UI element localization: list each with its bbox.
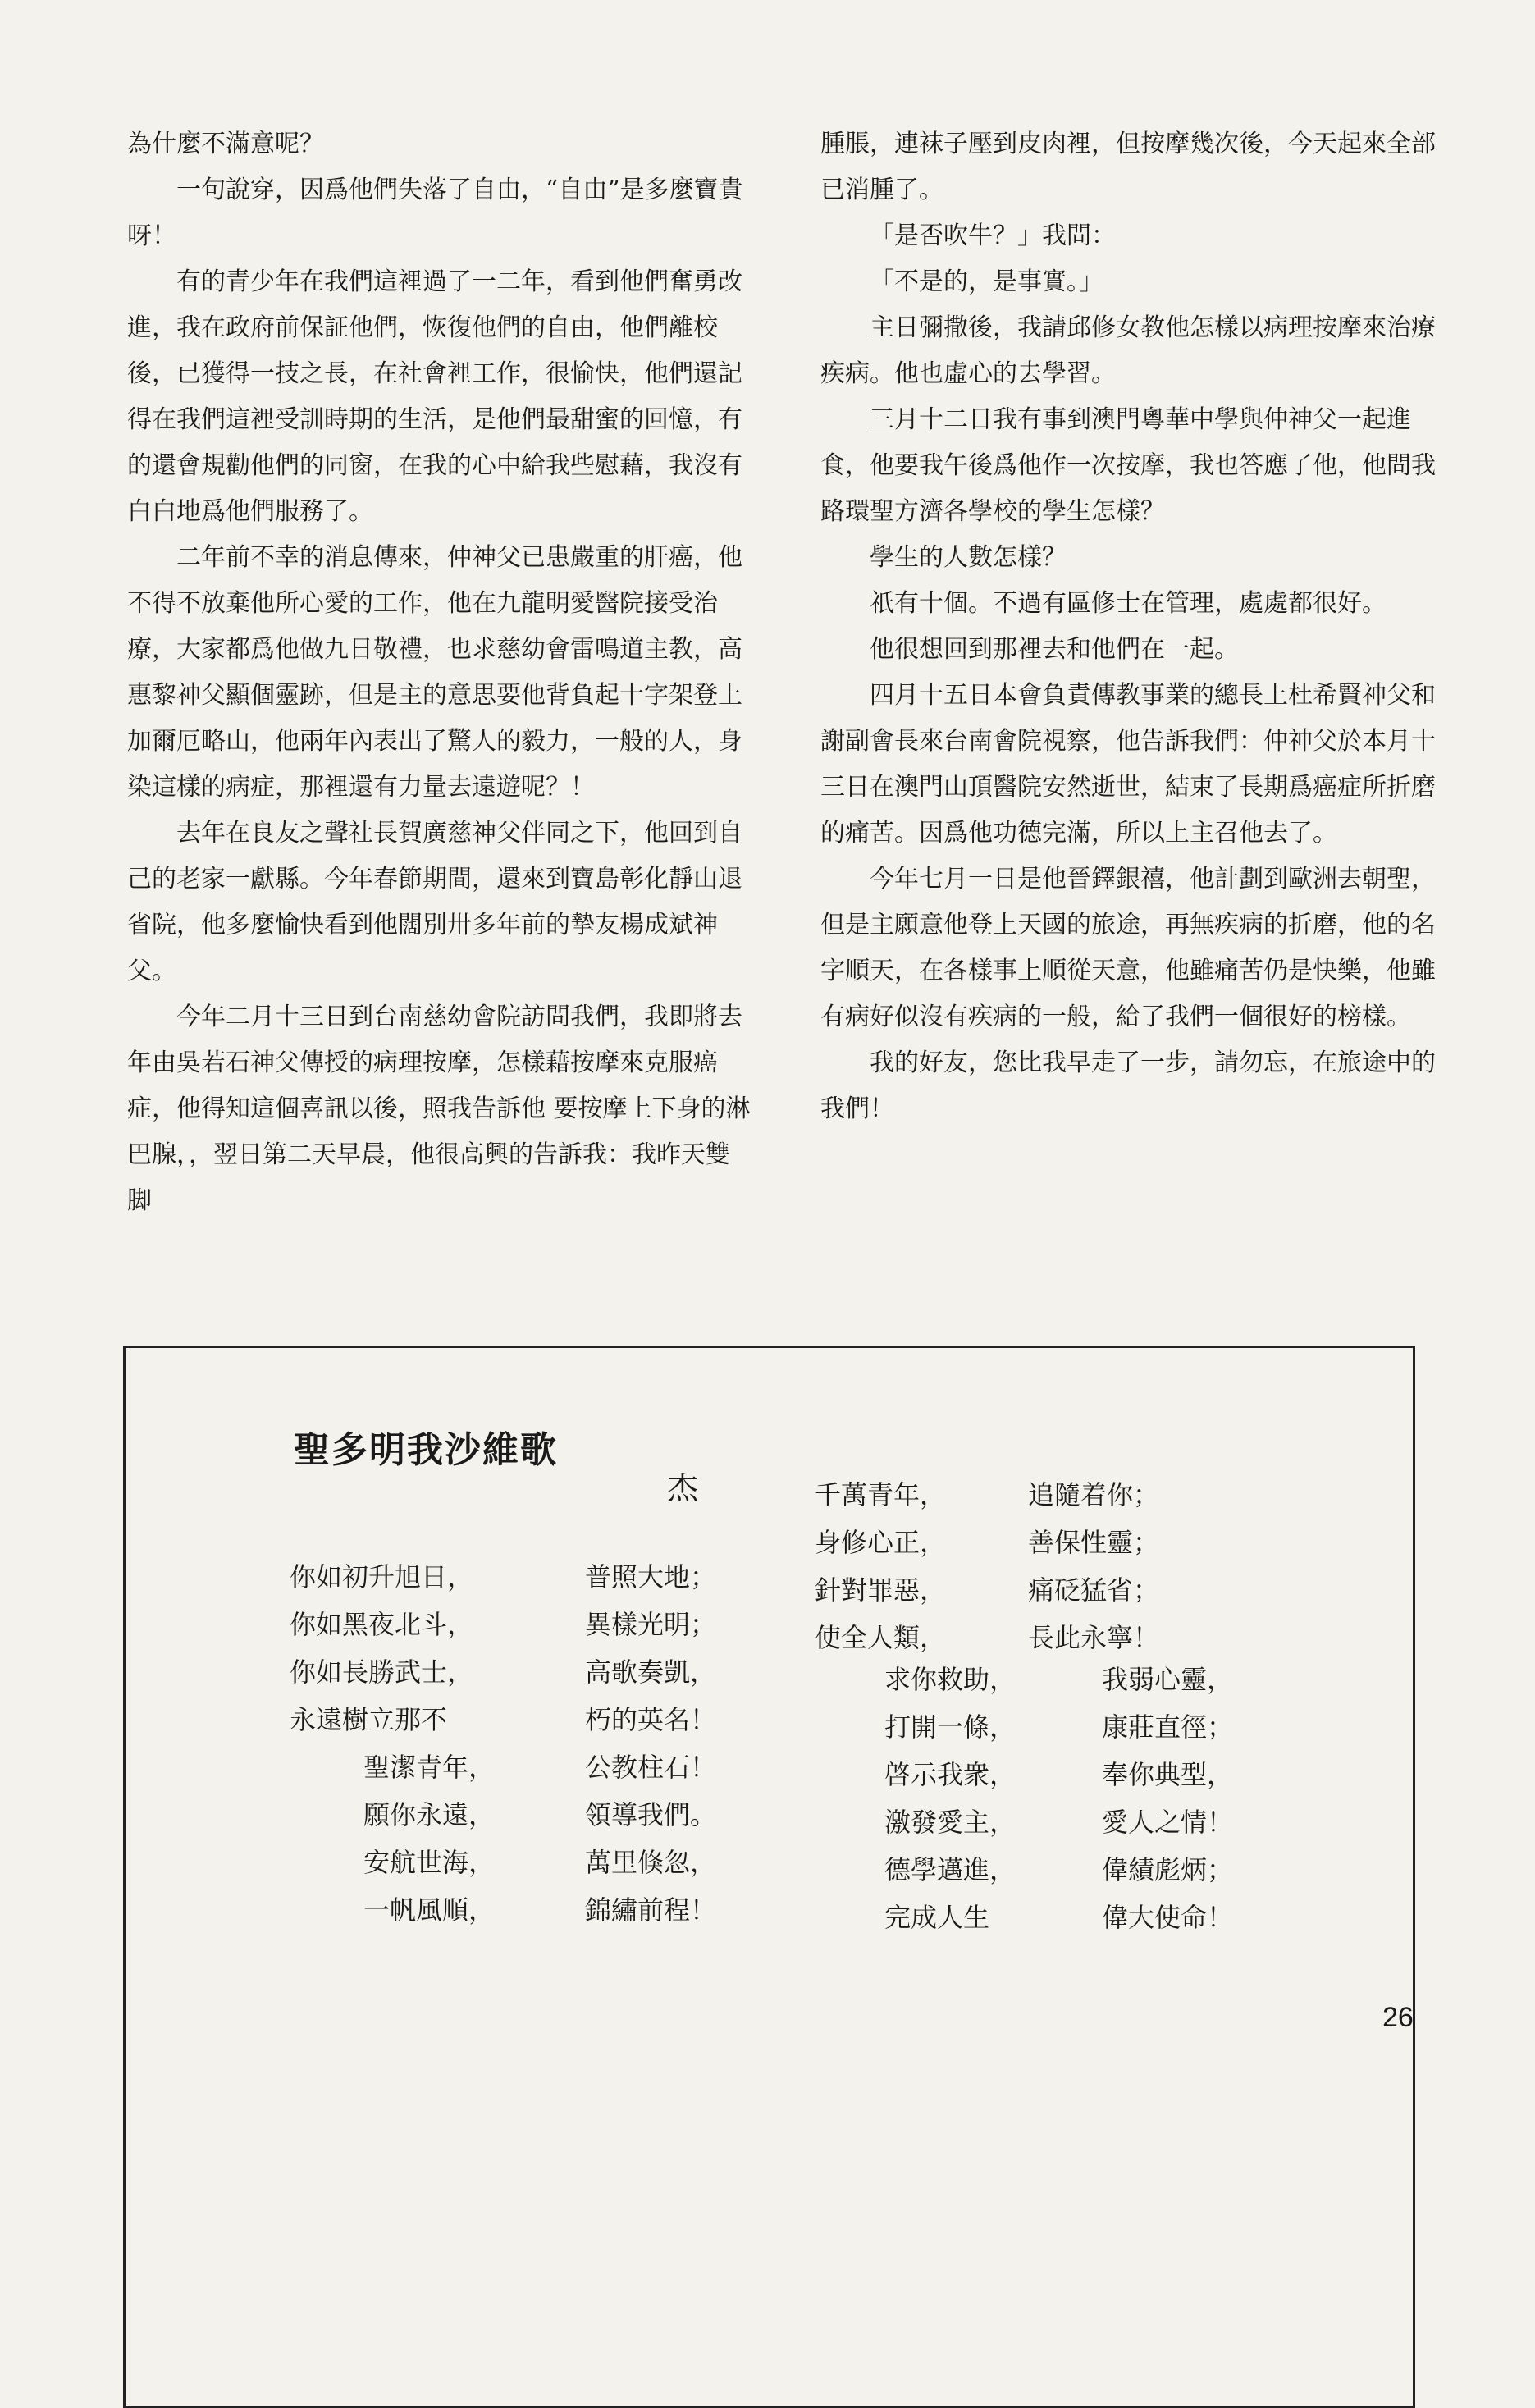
poem-line: 永遠樹立那不 朽的英名！ xyxy=(290,1704,717,1735)
poem-title: 聖多明我沙維歌 xyxy=(294,1429,558,1471)
poem-line: 安航世海， 萬里倏忽， xyxy=(363,1847,717,1878)
poem-stanza-4 xyxy=(884,1656,1233,1941)
paragraph: 祇有十個。不過有區修士在管理，處處都很好。 xyxy=(870,589,1387,618)
poem-line: 啓示我衆， 奉你典型， xyxy=(884,1759,1234,1790)
poem-line: 聖潔青年， 公教柱石！ xyxy=(363,1752,717,1783)
poem-stanza-3 xyxy=(815,1471,1159,1661)
poem-line: 激發愛主， 愛人之情！ xyxy=(884,1807,1234,1838)
paragraph: 為什麼不滿意呢？ xyxy=(127,130,324,158)
paragraph: 「是否吹牛？」我問： xyxy=(870,222,1116,250)
poem-author: 杰 xyxy=(667,1470,699,1506)
paragraph: 他很想回到那裡去和他們在一起。 xyxy=(870,635,1239,664)
paragraph: 三月十二日我有事到澳門粵華中學與仲神父一起進食，他要我午後爲他作一次按摩，我也答應了他，他問我路環聖方濟各學校的學生怎樣？ xyxy=(820,405,1436,526)
poem-box xyxy=(123,1346,1415,2408)
poem-line: 求你救助， 我弱心靈， xyxy=(884,1664,1234,1695)
poem-line: 使全人類， 長此永寧！ xyxy=(815,1622,1160,1653)
paragraph: 二年前不幸的消息傳來，仲神父已患嚴重的肝癌，他不得不放棄他所心愛的工作，他在九龍明愛醫院接受治療，大家都爲他做九日敬禮，也求慈幼會雷鳴道主教，高惠黎神父顯個靈跡，但是主的意思要他背負起十字架登上加爾厄略山，他兩年內表出了驚人的毅力，一般的人，身染這樣的病症，那裡還有力量去遠遊呢？！ xyxy=(127,543,742,802)
paragraph: 有的青少年在我們這裡過了一二年，看到他們奮勇改進，我在政府前保証他們，恢復他們的自由，他們離校後，已獲得一技之長，在社會裡工作，很愉快，他們還記得在我們這裡受訓時期的生活，是他們最甜蜜的回憶，有的還會規勸他們的同窗，在我的心中給我些慰藉，我沒有白白地爲他們服務了。 xyxy=(127,267,742,526)
paragraph: 今年二月十三日到台南慈幼會院訪問我們，我即將去年由吳若石神父傳授的病理按摩，怎樣藉按摩來克服癌症，他得知這個喜訊以後，照我告訴他 要按摩上下身的淋巴腺，，翌日第二天早晨，他很高興的告訴我：我昨天雙脚 xyxy=(127,1003,751,1215)
paragraph: 主日彌撒後，我請邱修女教他怎樣以病理按摩來治療疾病。他也虛心的去學習。 xyxy=(820,313,1436,388)
article-right-column xyxy=(820,121,1444,1132)
poem-stanza-1 xyxy=(290,1553,716,1743)
poem-line: 德學邁進， 偉績彪炳； xyxy=(884,1854,1234,1885)
poem-line: 願你永遠， 領導我們。 xyxy=(363,1799,717,1830)
page-number: 26 xyxy=(1382,2002,1414,2033)
poem-line: 一帆風順， 錦繡前程！ xyxy=(363,1894,717,1926)
poem-line: 你如黑夜北斗， 異樣光明； xyxy=(290,1609,717,1640)
paragraph: 我的好友，您比我早走了一步，請勿忘，在旅途中的我們！ xyxy=(820,1049,1436,1123)
poem-line: 你如初升旭日， 普照大地； xyxy=(290,1561,717,1592)
paragraph: 腫脹，連袜子壓到皮肉裡，但按摩幾次後，今天起來全部已消腫了。 xyxy=(820,130,1436,204)
poem-line: 你如長勝武士， 高歌奏凱， xyxy=(290,1656,717,1688)
poem-line: 千萬青年， 追隨着你； xyxy=(815,1479,1160,1510)
poem-line: 針對罪惡， 痛砭猛省； xyxy=(815,1574,1160,1606)
poem-stanza-2 xyxy=(363,1743,716,1934)
poem-line: 完成人生 偉大使命！ xyxy=(884,1902,1234,1933)
paragraph: 「不是的，是事實。」 xyxy=(870,267,1103,296)
poem-line: 打開一條， 康莊直徑； xyxy=(884,1711,1234,1743)
paragraph: 今年七月一日是他晉鐸銀禧，他計劃到歐洲去朝聖，但是主願意他登上天國的旅途，再無疾病的折磨，他的名字順天，在各樣事上順從天意，他雖痛苦仍是快樂，他雖有病好似沒有疾病的一般，給了我們一個很好的榜樣。 xyxy=(820,865,1436,1031)
article-left-column xyxy=(127,121,751,1224)
poem-line: 身修心正， 善保性靈； xyxy=(815,1527,1160,1558)
paragraph: 去年在良友之聲社長賀廣慈神父伴同之下，他回到自己的老家一獻縣。今年春節期間，還來到寶島彰化靜山退省院，他多麼愉快看到他闊別卅多年前的摯友楊成斌神父。 xyxy=(127,819,742,985)
paragraph: 學生的人數怎樣？ xyxy=(870,543,1067,572)
paragraph: 一句說穿，因爲他們失落了自由，“自由”是多麼寶貴呀！ xyxy=(127,176,743,250)
paragraph: 四月十五日本會負責傳教事業的總長上杜希賢神父和謝副會長來台南會院視察，他告訴我們：仲神父於本月十三日在澳門山頂醫院安然逝世，結束了長期爲癌症所折磨的痛苦。因爲他功德完滿，所以上主召他去了。 xyxy=(820,681,1436,848)
